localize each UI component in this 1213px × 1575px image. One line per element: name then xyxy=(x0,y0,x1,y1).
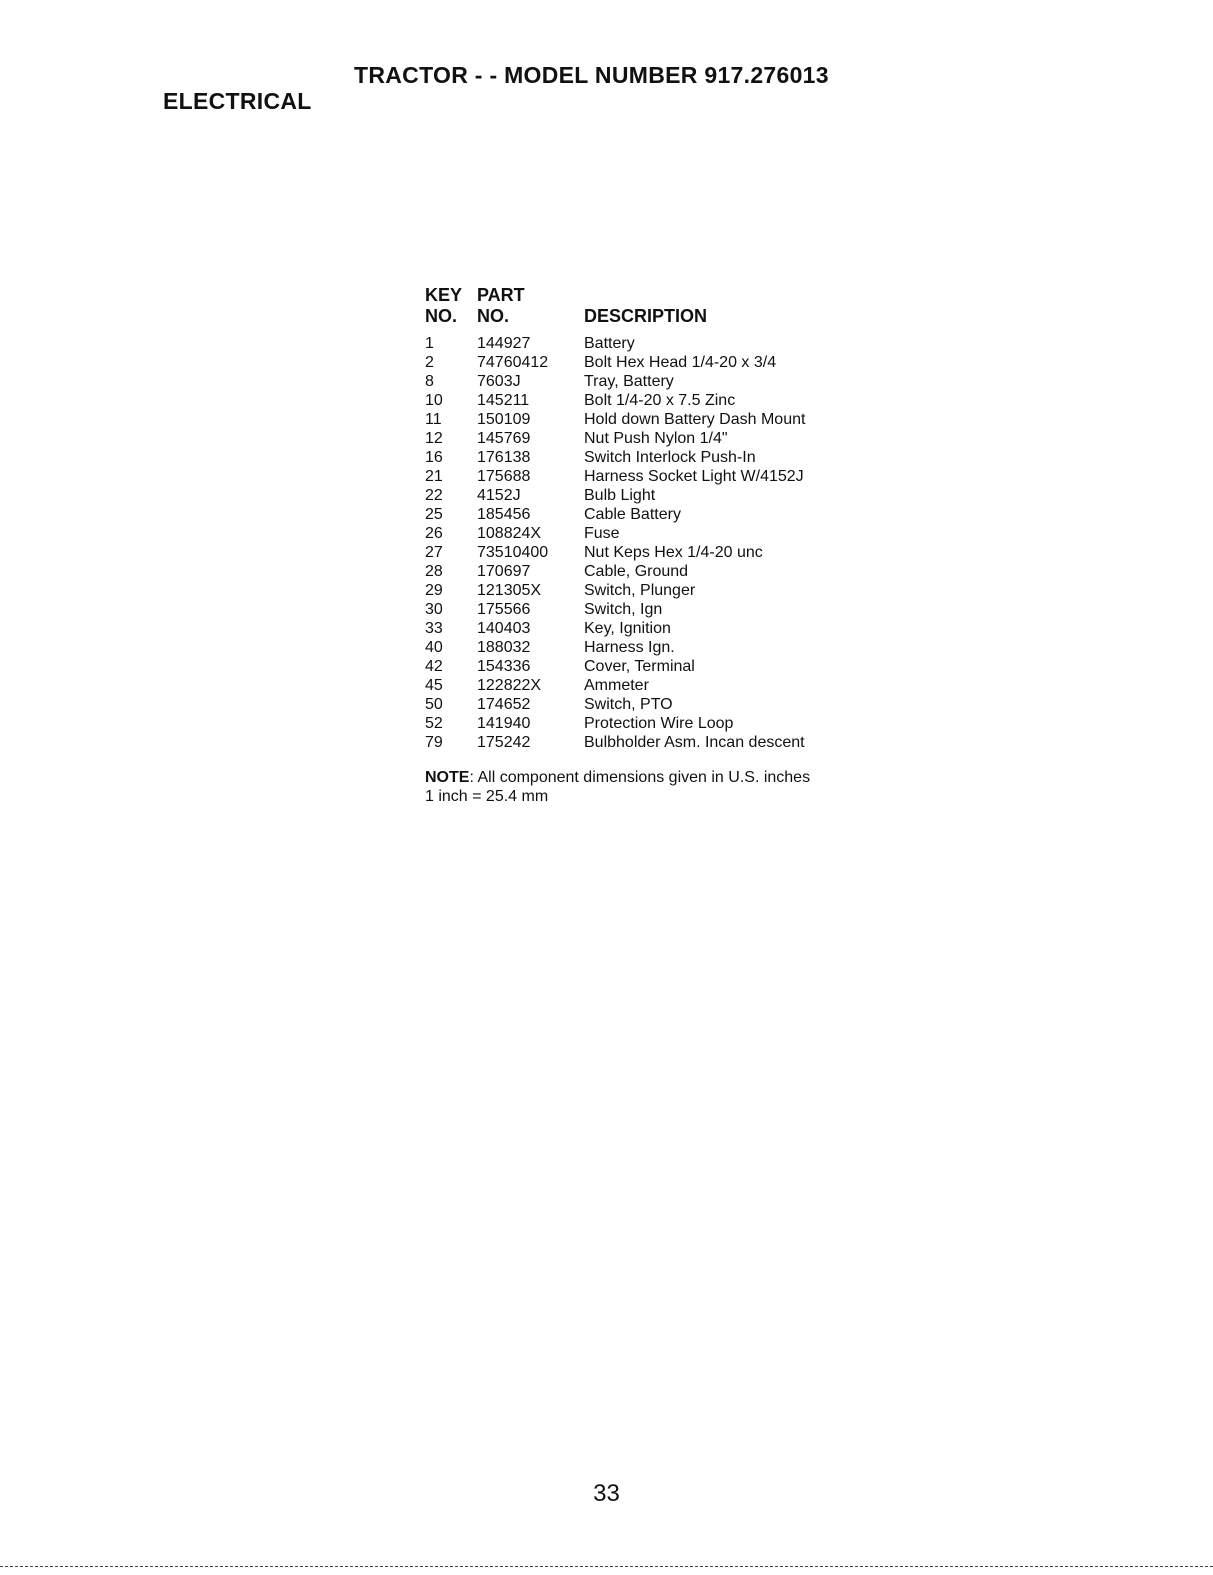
description-cell: Switch Interlock Push-In xyxy=(584,449,756,466)
table-row xyxy=(425,619,874,638)
description-cell: Tray, Battery xyxy=(584,373,674,390)
description-cell: Harness Socket Light W/4152J xyxy=(584,468,804,485)
description-cell: Fuse xyxy=(584,525,620,542)
part-no-header xyxy=(477,285,584,327)
description-cell: Bulbholder Asm. Incan descent xyxy=(584,734,805,751)
table-row xyxy=(425,524,874,543)
part-no-cell: 4152J xyxy=(477,487,521,504)
part-no-cell: 122822X xyxy=(477,677,542,694)
part-no-header-top: PART xyxy=(477,285,525,305)
key-no-cell: 11 xyxy=(425,411,442,428)
description-cell: Battery xyxy=(584,335,635,352)
key-no-cell: 27 xyxy=(425,544,443,561)
key-no-header-top: KEY xyxy=(425,285,463,305)
header-spacer xyxy=(425,327,874,334)
part-no-cell: 145769 xyxy=(477,430,531,447)
description-cell: Nut Keps Hex 1/4-20 unc xyxy=(584,544,763,561)
key-no-cell: 1 xyxy=(425,335,434,352)
note-label: NOTE xyxy=(425,769,470,786)
key-no-cell: 25 xyxy=(425,506,443,523)
parts-table xyxy=(425,285,874,752)
part-no-cell: 185456 xyxy=(477,506,531,523)
part-no-cell: 170697 xyxy=(477,563,531,580)
table-row xyxy=(425,505,874,524)
table-row xyxy=(425,467,874,486)
description-cell: Nut Push Nylon 1/4" xyxy=(584,430,728,447)
part-no-cell: 121305X xyxy=(477,582,542,599)
key-no-cell: 26 xyxy=(425,525,443,542)
bottom-divider xyxy=(0,1566,1213,1567)
table-row xyxy=(425,334,874,353)
description-cell: Ammeter xyxy=(584,677,649,694)
key-no-cell: 28 xyxy=(425,563,443,580)
part-no-header-bottom: NO. xyxy=(477,306,510,326)
key-no-cell: 45 xyxy=(425,677,443,694)
part-no-cell: 140403 xyxy=(477,620,531,637)
description-header: DESCRIPTION xyxy=(584,306,708,326)
note-line xyxy=(425,768,810,787)
header-row xyxy=(425,285,874,327)
key-no-cell: 29 xyxy=(425,582,443,599)
parts-table-body xyxy=(425,334,874,752)
table-row xyxy=(425,543,874,562)
key-no-cell: 79 xyxy=(425,734,443,751)
table-row xyxy=(425,676,874,695)
table-row xyxy=(425,429,874,448)
key-no-header xyxy=(425,285,477,327)
description-cell: Switch, PTO xyxy=(584,696,673,713)
key-no-cell: 52 xyxy=(425,715,443,732)
key-no-cell: 8 xyxy=(425,373,434,390)
part-no-cell: 73510400 xyxy=(477,544,549,561)
key-no-cell: 10 xyxy=(425,392,443,409)
description-cell: Bolt Hex Head 1/4-20 x 3/4 xyxy=(584,354,777,371)
part-no-cell: 175566 xyxy=(477,601,531,618)
part-no-cell: 174652 xyxy=(477,696,531,713)
page-title: TRACTOR - - MODEL NUMBER 917.276013 xyxy=(354,62,829,88)
description-cell: Bulb Light xyxy=(584,487,656,504)
key-no-cell: 2 xyxy=(425,354,434,371)
description-cell: Protection Wire Loop xyxy=(584,715,734,732)
key-no-cell: 16 xyxy=(425,449,443,466)
part-no-cell: 145211 xyxy=(477,392,530,409)
part-no-cell: 108824X xyxy=(477,525,542,542)
description-cell: Cable Battery xyxy=(584,506,681,523)
description-cell: Switch, Plunger xyxy=(584,582,696,599)
page-number: 33 xyxy=(593,1480,620,1507)
note-text: : All component dimensions given in U.S. inches xyxy=(469,769,811,786)
table-row xyxy=(425,353,874,372)
part-no-cell: 74760412 xyxy=(477,354,549,371)
table-row xyxy=(425,391,874,410)
table-row xyxy=(425,638,874,657)
key-no-cell: 42 xyxy=(425,658,443,675)
table-row xyxy=(425,562,874,581)
table-row xyxy=(425,486,874,505)
description-cell: Key, Ignition xyxy=(584,620,671,637)
description-cell: Bolt 1/4-20 x 7.5 Zinc xyxy=(584,392,736,409)
description-cell: Cable, Ground xyxy=(584,563,689,580)
part-no-cell: 7603J xyxy=(477,373,521,390)
table-row xyxy=(425,657,874,676)
description-cell: Cover, Terminal xyxy=(584,658,695,675)
description-cell: Harness Ign. xyxy=(584,639,675,656)
description-cell: Hold down Battery Dash Mount xyxy=(584,411,806,428)
dimension-note xyxy=(425,768,810,806)
part-no-cell: 154336 xyxy=(477,658,531,675)
table-row xyxy=(425,410,874,429)
table-row xyxy=(425,714,874,733)
table-row xyxy=(425,581,874,600)
part-no-cell: 188032 xyxy=(477,639,531,656)
key-no-cell: 22 xyxy=(425,487,443,504)
key-no-cell: 50 xyxy=(425,696,443,713)
table-row xyxy=(425,448,874,467)
part-no-cell: 176138 xyxy=(477,449,531,466)
key-no-cell: 33 xyxy=(425,620,443,637)
key-no-cell: 12 xyxy=(425,430,443,447)
part-no-cell: 144927 xyxy=(477,335,531,352)
part-no-cell: 141940 xyxy=(477,715,531,732)
part-no-cell: 175242 xyxy=(477,734,531,751)
key-no-header-bottom: NO. xyxy=(425,306,458,326)
key-no-cell: 30 xyxy=(425,601,443,618)
key-no-cell: 40 xyxy=(425,639,443,656)
table-row xyxy=(425,733,874,752)
description-cell: Switch, Ign xyxy=(584,601,663,618)
section-title: ELECTRICAL xyxy=(163,88,312,114)
key-no-cell: 21 xyxy=(425,468,443,485)
table-row xyxy=(425,695,874,714)
part-no-cell: 175688 xyxy=(477,468,531,485)
parts-table-header xyxy=(425,285,874,334)
note-conversion: 1 inch = 25.4 mm xyxy=(425,788,549,805)
table-row xyxy=(425,600,874,619)
part-no-cell: 150109 xyxy=(477,411,531,428)
table-row xyxy=(425,372,874,391)
